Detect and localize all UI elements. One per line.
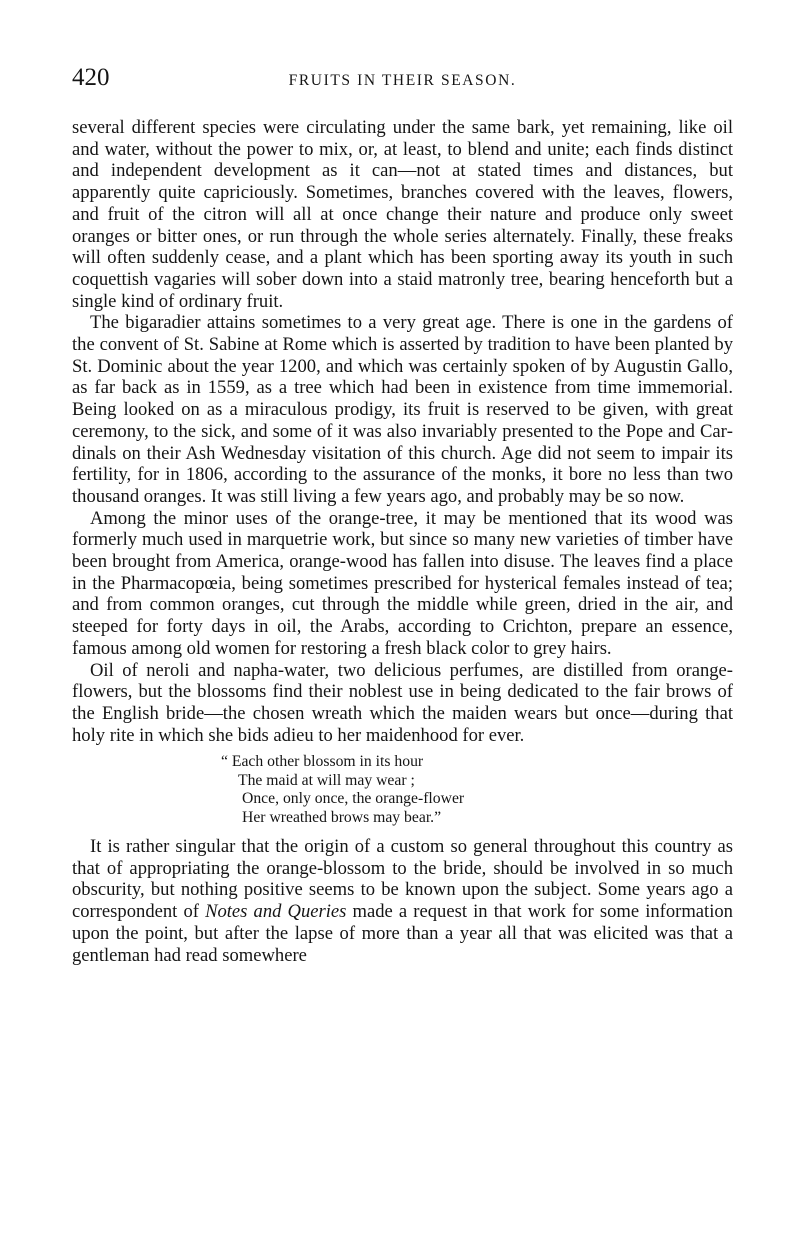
page-body: [72, 117, 733, 966]
verse-quotation: [72, 753, 733, 827]
final-text-end: made a request in that work for some information upon the point, but after the lapse of more than a year all that was elicited was that a gentleman had read somewhere: [72, 901, 733, 966]
paragraph-continued: several different species were circulating under the same bark, yet remaining, like oil and water, without the power to mix, or, at least, to blend and unite; each finds distinct and independent development as it can—not at stated times and distances, but apparently quite capriciously. Sometimes, branches covered with the leaves, flowers, and fruit of the citron will all at once change their nature and produce only sweet oranges or bitter ones, or run through the whole series alternately. Finally, these freaks will often suddenly cease, and a plant which has been sporting away its youth in such coquettish vagaries will sober down into a staid matronly tree, bearing henceforth but a single kind of ordinary fruit.: [72, 117, 733, 312]
running-head: FRUITS IN THEIR SEASON.: [288, 72, 517, 89]
paragraph-minor-uses: Among the minor uses of the orange-tree, it may be mentioned that its wood was formerly much used in marquetrie work, but since so many new varieties of timber have been brought from America, orange-wood has fallen into disuse. The leaves find a place in the Pharmacopœia, being sometimes prescribed for hysterical females instead of tea; and from common oranges, cut through the middle while green, dried in the air, and steeped for forty days in oil, the Arabs, according to Crichton, prepare an essence, famous among old women for restoring a fresh black color to grey hairs.: [72, 507, 733, 659]
verse-line-4: Her wreathed brows may bear.”: [242, 808, 442, 826]
verse-line-3: Once, only once, the orange-flower: [242, 790, 465, 808]
verse-line-1: “ Each other blossom in its hour: [221, 753, 424, 771]
paragraph-orange-blossom: [72, 836, 733, 966]
paragraph-bigaradier: The bigaradier attains sometimes to a very great age. There is one in the gardens of the convent of St. Sabine at Rome which is asserted by tradition to have been planted by St. Dominic about the year 1200, and which was certainly spoken of by Augustin Gallo, as far back as in 1559, as a tree which had been in existence from time immemorial. Being looked on as a miraculous prodigy, its fruit is reserved to be given, with great ceremony, to the sick, and some of it was also invariably presented to the Pope and Cardinals on their Ash Wednesday visitation of this church. Age did not seem to impair its fertility, for in 1806, according to the assurance of the monks, it bore no less than two thousand oranges. It was still living a few years ago, and probably may be so now.: [72, 312, 733, 507]
final-text-start: It is rather singular that the origin of a custom so general throughout this country as that of appropriating the orange-blossom to the bride, should be involved in so much obscurity, but nothing positive seems to be known upon the subject. Some years ago a correspondent of: [72, 836, 733, 923]
paragraph-neroli: Oil of neroli and napha-water, two delicious perfumes, are distilled from orange-flowers, but the blossoms find their noblest use in being dedicated to the fair brows of the English bride—the chosen wreath which the maiden wears but once—during that holy rite in which she bids adieu to her maidenhood for ever.: [72, 659, 733, 746]
page-header: [72, 64, 733, 104]
verse-line-2: The maid at will may wear ;: [238, 771, 415, 789]
page-number: 420: [72, 64, 110, 91]
notes-and-queries-title: Notes and Queries: [205, 901, 347, 923]
